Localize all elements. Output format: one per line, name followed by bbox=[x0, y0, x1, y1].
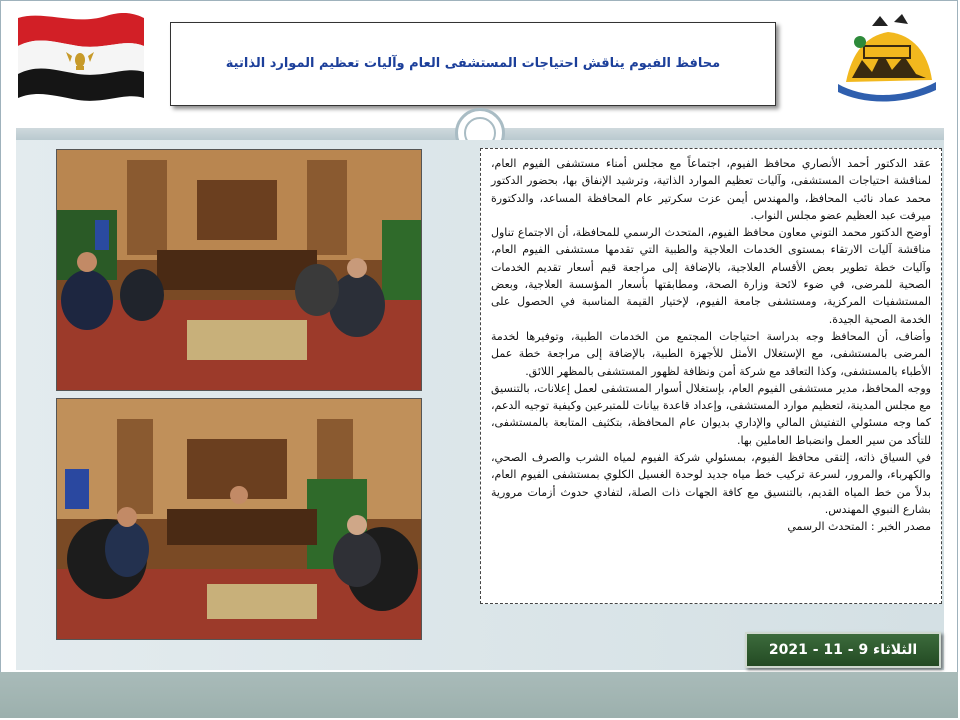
article-paragraph: في السياق ذاته، إلتقى محافظ الفيوم، بمسئولي شركة الفيوم لمياه الشرب والصرف الصحي، والكهرباء، والمرور، لسرعة تركيب خط مياه جديد لوحدة الغسيل الكلوي بمستشفى الفيوم العام، بدلاً من خط المياه القديم، بالتنسيق مع كافة الجهات ذات الصلة، لتفادي حدوث أزمات مرورية بشارع النبوي المهندس. bbox=[491, 451, 931, 516]
date-text: الثلاثاء 9 - 11 - 2021 bbox=[768, 642, 918, 658]
article-source: مصدر الخبر : المتحدث الرسمي bbox=[787, 520, 931, 534]
headline-box bbox=[170, 22, 776, 106]
article-paragraph: ووجه المحافظ، مدير مستشفى الفيوم العام، بإستغلال أسوار المستشفى لعمل إعلانات، بالتنسيق مع مجلس المدينة، لتعظيم موارد المستشفى، وإعداد قاعدة بيانات للمتبرعين وكيفية توجيه الدعم، كما وجه مسئولي التفتيش المالي والإداري بديوان عام المحافظة، بتكثيف المتابعة بالمستشفى، للتأكد من سير العمل وانضباط العاملين بها. bbox=[491, 381, 931, 447]
article-paragraph: عقد الدكتور أحمد الأنصاري محافظ الفيوم، اجتماعاً مع مجلس أمناء مستشفى الفيوم العام، لمناقشة احتياجات المستشفى، وآليات تعظيم الموارد الذاتية، وترشيد الإنفاق بها، بحضور الدكتور محمد عماد نائب المحافظ، والمهندس أيمن عزت سكرتير عام المحافظة المساعد، والدكتورة ميرفت عبد العظيم عضو مجلس النواب. bbox=[491, 157, 931, 222]
meeting-photo-1 bbox=[56, 149, 422, 391]
date-badge bbox=[745, 632, 941, 668]
headline-title: محافظ الفيوم يناقش احتياجات المستشفى العام وآليات تعظيم الموارد الذاتية bbox=[225, 55, 721, 71]
article-paragraph: أوضح الدكتور محمد التوني معاون محافظ الفيوم، المتحدث الرسمي للمحافظة، أن الاجتماع تناول مناقشة آليات الارتقاء بمستوى الخدمات العلاجية والطبية التي تقدمها مستشفى الفيوم العام، وآليات خطة تطوير بعض الأقسام العلاجية، بالإضافة إلى مراجعة قيم أسعار تقديم الخدمات الصحية للمرضى، في ضوء لائحة وزارة الصحة، ومطابقتها بأسعار المؤسسة العلاجية، وبعض المستشفيات المركزية، ومستشفى جامعة الفيوم، لإختيار القيمة المناسبة في الحصول على الخدمة الصحية الجيدة. bbox=[491, 226, 931, 326]
footer-band bbox=[0, 672, 958, 718]
egypt-flag-icon bbox=[14, 10, 148, 102]
fayoum-governorate-logo-icon bbox=[832, 12, 942, 104]
article-paragraph: وأضاف، أن المحافظ وجه بدراسة احتياجات المجتمع من الخدمات الطبية، وتوفيرها لخدمة المرضى بالمستشفى، مع الإستغلال الأمثل للأجهزة الطبية، بالإضافة إلى مراجعة خطة عمل الأطباء بالمستشفى، وكذا التعاقد مع شركة أمن ونظافة لظهور المستشفى بالمظهر اللائق. bbox=[491, 329, 931, 378]
article-text-box bbox=[480, 148, 942, 604]
meeting-photo-2 bbox=[56, 398, 422, 640]
